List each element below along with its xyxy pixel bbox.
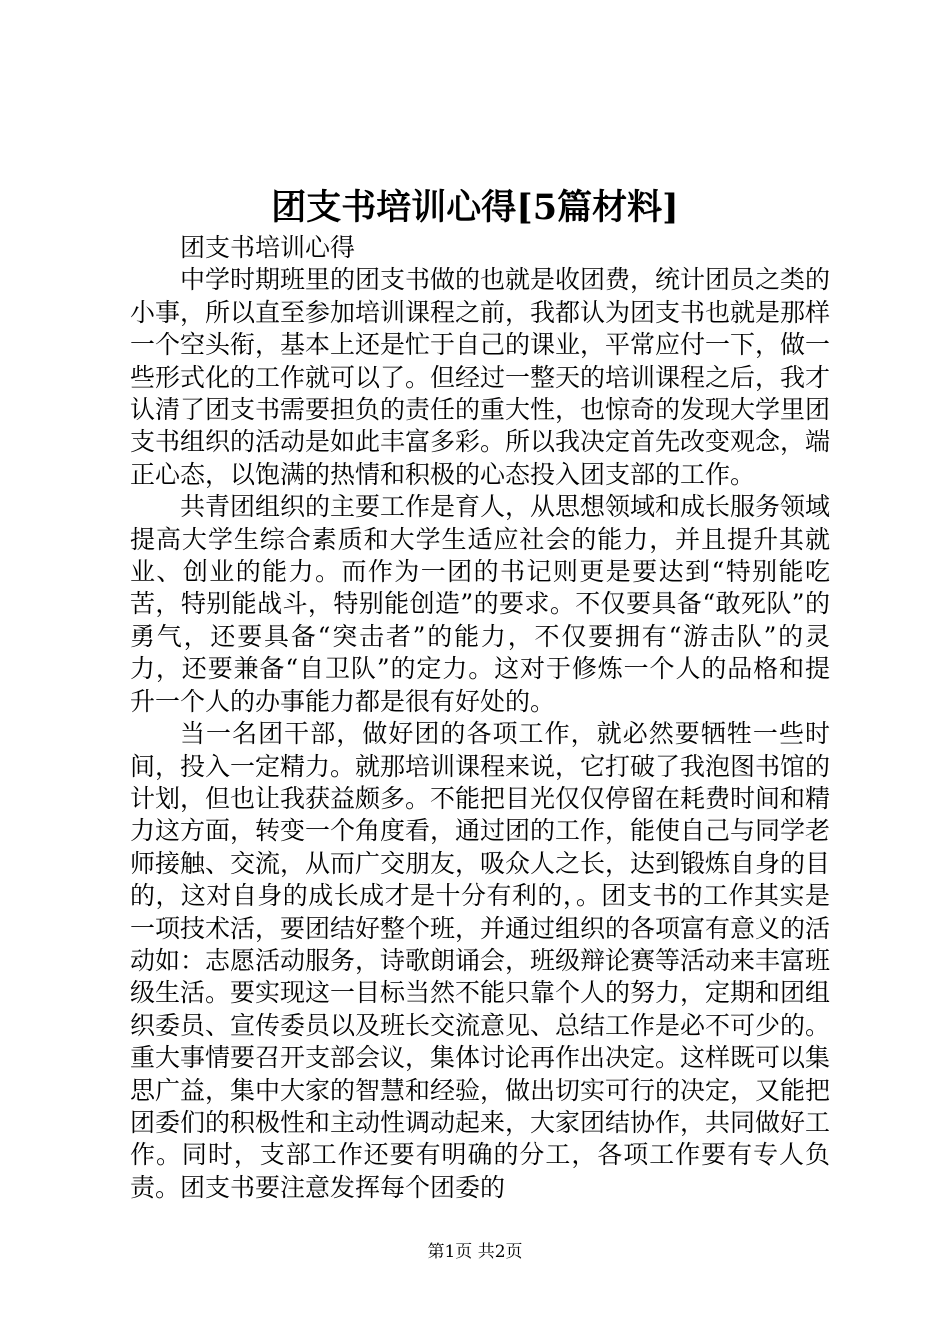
document-body <box>130 232 830 1204</box>
paragraph-3: 当一名团干部，做好团的各项工作，就必然要牺牲一些时间，投入一定精力。就那培训课程来说，它打破了我泡图书馆的计划，但也让我获益颇多。不能把目光仅仅停留在耗费时间和精力这方面，转变一个角度看，通过团的工作，能使自己与同学老师接触、交流，从而广交朋友，吸众人之长，达到锻炼自身的目的，这对自身的成长成才是十分有利的，。团支书的工作其实是一项技术活，要团结好整个班，并通过组织的各项富有意义的活动如：志愿活动服务，诗歌朗诵会，班级辩论赛等活动来丰富班级生活。要实现这一目标当然不能只靠个人的努力，定期和团组织委员、宣传委员以及班长交流意见、总结工作是必不可少的。重大事情要召开支部会议，集体讨论再作出决定。这样既可以集思广益，集中大家的智慧和经验，做出切实可行的决定，又能把团委们的积极性和主动性调动起来，大家团结协作，共同做好工作。同时，支部工作还要有明确的分工，各项工作要有专人负责。团支书要注意发挥每个团委的 <box>130 719 831 1202</box>
paragraph-1: 中学时期班里的团支书做的也就是收团费，统计团员之类的小事，所以直至参加培训课程之前，我都认为团支书也就是那样一个空头衔，基本上还是忙于自己的课业，平常应付一下，做一些形式化的工作就可以了。但经过一整天的培训课程之后，我才认清了团支书需要担负的责任的重大性，也惊奇的发现大学里团支书组织的活动是如此丰富多彩。所以我决定首先改变观念，端正心态，以饱满的热情和积极的心态投入团支部的工作。 <box>130 265 831 489</box>
paragraph-2: 共青团组织的主要工作是育人，从思想领域和成长服务领域提高大学生综合素质和大学生适应社会的能力，并且提升其就业、创业的能力。而作为一团的书记则更是要达到“特别能吃苦，特别能战斗，特别能创造”的要求。不仅要具备“敢死队”的勇气，还要具备“突击者”的能力，不仅要拥有“游击队”的灵力，还要兼备“自卫队”的定力。这对于修炼一个人的品格和提升一个人的办事能力都是很有好处的。 <box>130 492 831 716</box>
section-heading: 团支书培训心得 <box>180 233 356 262</box>
page-number-footer: 第1页 共2页 <box>427 1242 523 1262</box>
document-title: 团支书培训心得[5篇材料] <box>271 187 679 228</box>
